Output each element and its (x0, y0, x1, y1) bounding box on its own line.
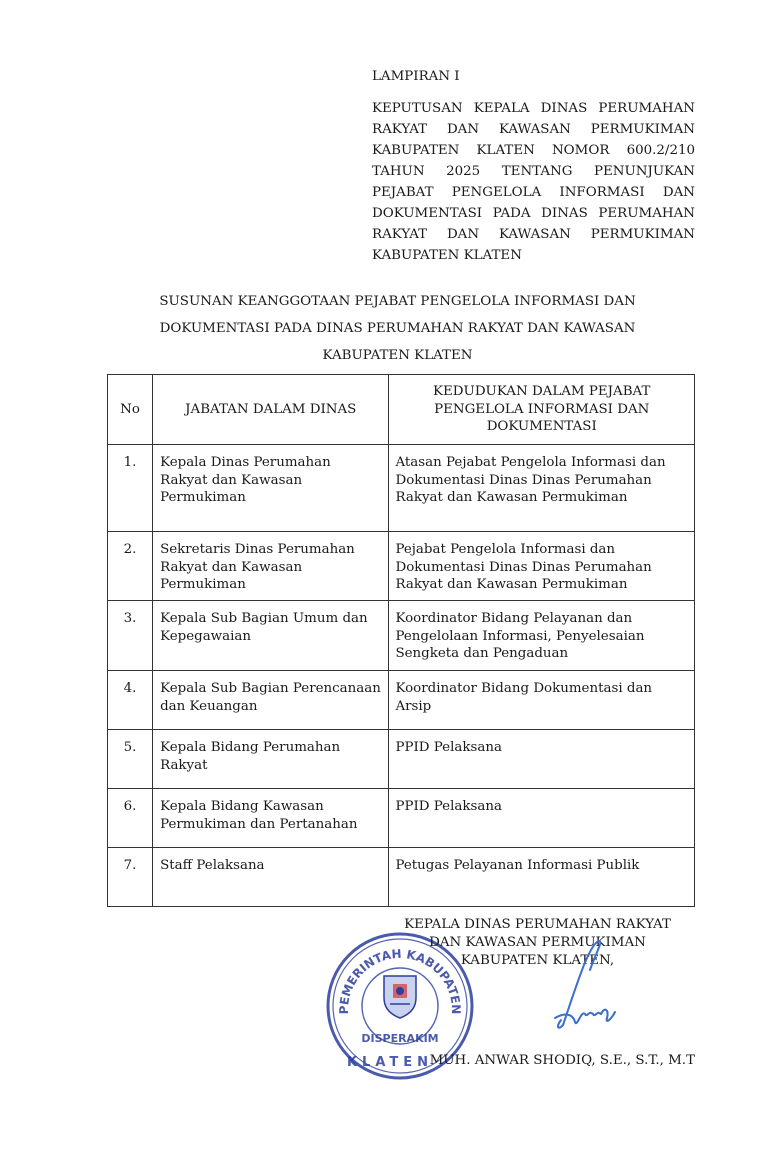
document-heading (100, 288, 695, 369)
row-position: Kepala Sub Bagian Umum dan Kepegawaian (153, 601, 389, 671)
header-position: JABATAN DALAM DINAS (153, 375, 389, 445)
regency-emblem-icon (384, 976, 416, 1018)
stamp-top-text: PEMERINTAH KABUPATEN (336, 946, 464, 1015)
heading-line-1: SUSUNAN KEANGGOTAAN PEJABAT PENGELOLA INFORMASI DAN (159, 294, 636, 309)
row-role: Atasan Pejabat Pengelola Informasi dan Dokumentasi Dinas Dinas Perumahan Rakyat dan Kawasan Permukiman (389, 445, 695, 532)
row-no: 1. (108, 445, 153, 532)
stamp-center-text: DISPERAKIM (361, 1032, 439, 1045)
row-no: 3. (108, 601, 153, 671)
table-row (108, 671, 695, 730)
row-role: Petugas Pelayanan Informasi Publik (389, 848, 695, 907)
row-position: Sekretaris Dinas Perumahan Rakyat dan Kawasan Permukiman (153, 532, 389, 601)
row-no: 6. (108, 789, 153, 848)
row-no: 5. (108, 730, 153, 789)
row-role: Pejabat Pengelola Informasi dan Dokumentasi Dinas Dinas Perumahan Rakyat dan Kawasan Permukiman (389, 532, 695, 601)
heading-line-3: KABUPATEN KLATEN (322, 348, 473, 363)
signatory-title-line-1: KEPALA DINAS PERUMAHAN RAKYAT (404, 917, 671, 932)
row-position: Kepala Bidang Perumahan Rakyat (153, 730, 389, 789)
handwritten-signature-icon (535, 930, 645, 1040)
membership-table (107, 374, 695, 907)
stamp-bottom-text: KLATEN (346, 1055, 434, 1070)
row-no: 2. (108, 532, 153, 601)
signatory-title-line-3: KABUPATEN KLATEN, (460, 953, 615, 968)
signatory-name: MUH. ANWAR SHODIQ, S.E., S.T., M.T (429, 1053, 695, 1068)
signatory-title-line-2: DAN KAWASAN PERMUKIMAN (429, 935, 646, 950)
decree-reference: KEPUTUSAN KEPALA DINAS PERUMAHAN RAKYAT DAN KAWASAN PERMUKIMAN KABUPATEN KLATEN NOMOR 600.2/210 TAHUN 2025 TENTANG PENUNJUKAN PEJABAT PENGELOLA INFORMASI DAN DOKUMENTASI PADA DINAS PERUMAHAN RAKYAT DAN KAWASAN PERMUKIMAN KABUPATEN KLATEN (372, 101, 695, 263)
table-row (108, 532, 695, 601)
row-role: PPID Pelaksana (389, 730, 695, 789)
row-position: Kepala Sub Bagian Perencanaan dan Keuangan (153, 671, 389, 730)
appendix-block (372, 66, 695, 266)
row-no: 4. (108, 671, 153, 730)
table-header-row (108, 375, 695, 445)
heading-line-2: DOKUMENTASI PADA DINAS PERUMAHAN RAKYAT DAN KAWASAN (159, 321, 636, 336)
table-row (108, 789, 695, 848)
row-position: Kepala Bidang Kawasan Permukiman dan Pertanahan (153, 789, 389, 848)
row-role: PPID Pelaksana (389, 789, 695, 848)
row-role: Koordinator Bidang Dokumentasi dan Arsip (389, 671, 695, 730)
appendix-label: LAMPIRAN I (372, 69, 460, 84)
header-role: KEDUDUKAN DALAM PEJABAT PENGELOLA INFORMASI DAN DOKUMENTASI (389, 375, 695, 445)
table-row (108, 848, 695, 907)
table-row (108, 730, 695, 789)
table-row (108, 445, 695, 532)
row-position: Staff Pelaksana (153, 848, 389, 907)
row-role: Koordinator Bidang Pelayanan dan Pengelolaan Informasi, Penyelesaian Sengketa dan Pengaduan (389, 601, 695, 671)
header-no: No (108, 375, 153, 445)
row-no: 7. (108, 848, 153, 907)
row-position: Kepala Dinas Perumahan Rakyat dan Kawasan Permukiman (153, 445, 389, 532)
table-row (108, 601, 695, 671)
